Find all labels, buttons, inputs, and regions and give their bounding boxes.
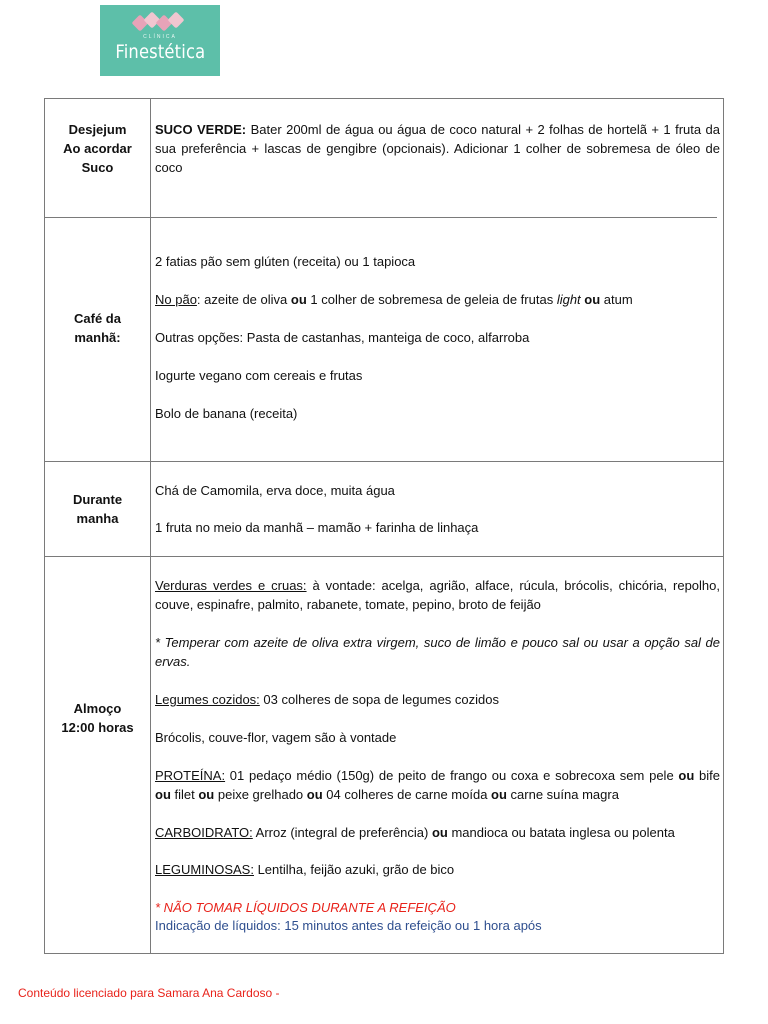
cafe-item-3: Outras opções: Pasta de castanhas, manteiga de coco, alfarroba [155,330,530,345]
row-divider [45,461,723,462]
desjejum-content [155,120,720,177]
almoco-label: Almoço 12:00 horas [61,701,134,735]
row-divider [45,556,723,557]
row-divider [45,217,717,218]
meal-plan-table [44,98,724,954]
suco-verde-title: SUCO VERDE: [155,122,247,137]
suco-verde-text: Bater 200ml de água ou água de coco natural + 2 folhas de hortelã + 1 fruta da sua preferência + lascas de gengibre (opcionais). Adicionar 1 colher de sobremesa de óleo de coco [155,122,720,175]
almoco-brocolis: Brócolis, couve-flor, vagem são à vontade [155,730,397,745]
almoco-leguminosas: LEGUMINOSAS: Lentilha, feijão azuki, grão de bico [155,862,455,877]
cafe-item-2: No pão: azeite de oliva ou 1 colher de sobremesa de geleia de frutas light ou atum [155,292,633,307]
durante-item-1: Chá de Camomila, erva doce, muita água [155,483,395,498]
cafe-label: Café da manhã: [74,311,121,345]
almoco-verduras: Verduras verdes e cruas: à vontade: acelga, agrião, alface, rúcula, brócolis, chicória, repolho, couve, espinafre, palmito, rabanete, tomate, pepino, broto de feijão [155,578,720,612]
column-divider [150,99,151,953]
durante-label: Durante manha [72,492,123,526]
almoco-warning: * NÃO TOMAR LÍQUIDOS DURANTE A REFEIÇÃO [155,900,456,915]
logo-small-text: CLÍNICA [143,34,177,40]
almoco-indicacao: Indicação de líquidos: 15 minutos antes da refeição ou 1 hora após [155,918,542,933]
clinic-logo [100,5,220,76]
logo-icons [130,14,190,32]
logo-name: Finestética [115,41,205,63]
almoco-proteina: PROTEÍNA: 01 pedaço médio (150g) de peito de frango ou coxa e sobrecoxa sem pele ou bife ou filet ou peixe grelhado ou 04 colheres de carne moída ou carne suína magra [155,768,720,802]
cafe-item-1: 2 fatias pão sem glúten (receita) ou 1 tapioca [155,254,416,269]
license-footer: Conteúdo licenciado para Samara Ana Cardoso - [18,986,280,1000]
almoco-legumes: Legumes cozidos: 03 colheres de sopa de legumes cozidos [155,692,499,707]
almoco-temperar: * Temperar com azeite de oliva extra virgem, suco de limão e pouco sal ou usar a opção sal de ervas. [155,635,720,669]
durante-item-2: 1 fruta no meio da manhã – mamão + farinha de linhaça [155,520,479,535]
cafe-item-4: Iogurte vegano com cereais e frutas [155,368,363,383]
desjejum-label: Desjejum Ao acordar Suco [63,122,132,175]
almoco-carboidrato: CARBOIDRATO: Arroz (integral de preferência) ou mandioca ou batata inglesa ou polenta [155,825,675,840]
cafe-item-5: Bolo de banana (receita) [155,406,298,421]
